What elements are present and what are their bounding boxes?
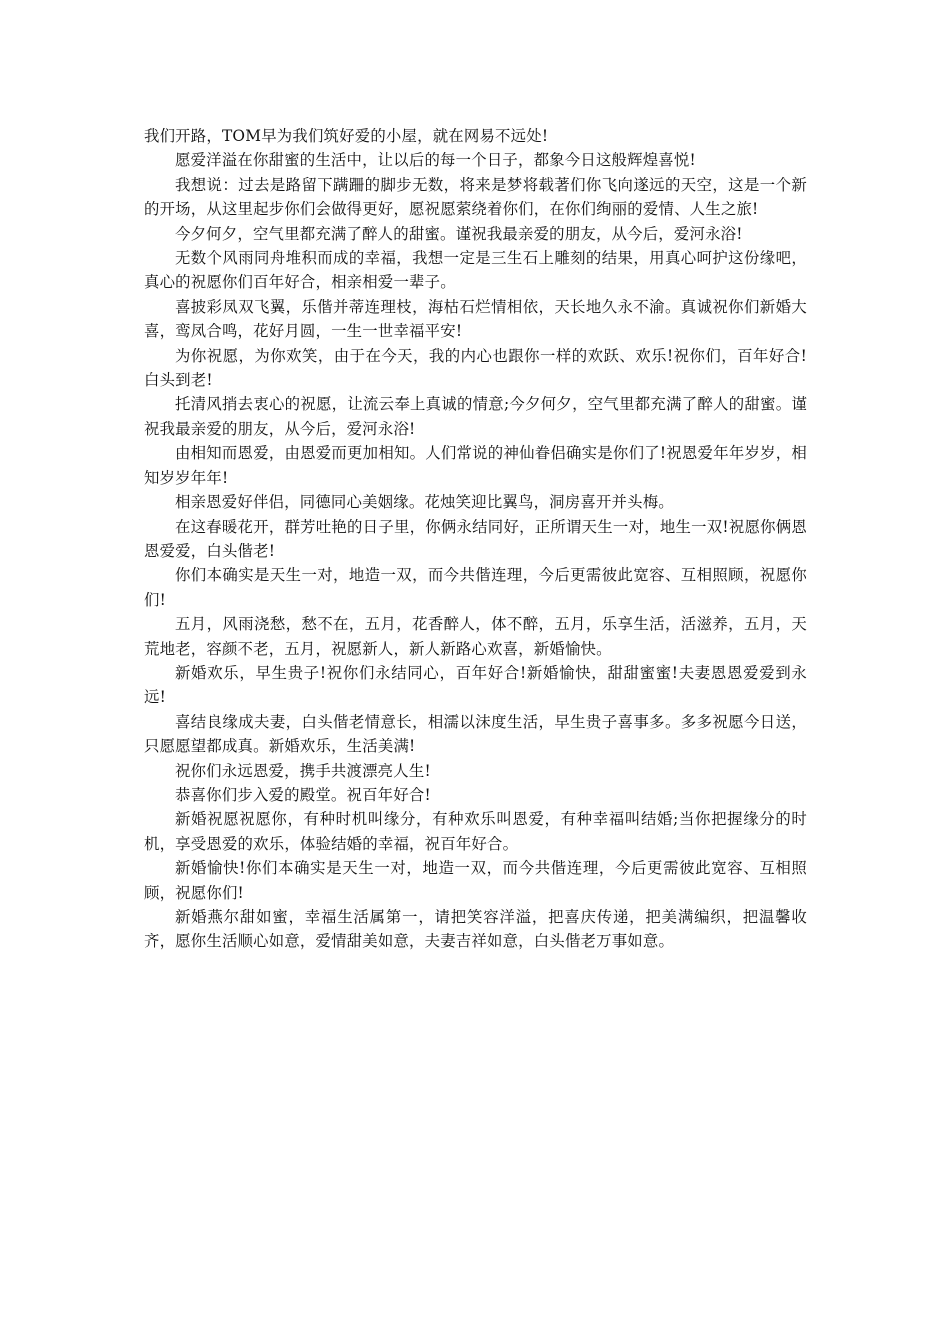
document-body: [144, 124, 807, 954]
paragraph-6: 喜披彩凤双飞翼，乐偕并蒂连理枝，海枯石烂情相依，天长地久永不渝。真诚祝你们新婚大喜，鸾凤合鸣，花好月圆，一生一世幸福平安!: [144, 297, 807, 341]
paragraph-4: 今夕何夕，空气里都充满了醉人的甜蜜。谨祝我最亲爱的朋友，从今后，爱河永浴!: [175, 224, 743, 243]
paragraph-19: 新婚愉快!你们本确实是天生一对，地造一双，而今共偕连理，今后更需彼此宽容、互相照顾，祝愿你们!: [144, 859, 807, 902]
paragraph-10: 相亲恩爱好伴侣，同德同心美姻缘。花烛笑迎比翼鸟，洞房喜开并头梅。: [175, 493, 674, 512]
paragraph-13: 五月，风雨浇愁，愁不在，五月，花香醉人，体不醉，五月，乐享生活，活滋养，五月，天荒地老，容颜不老，五月，祝愿新人，新人新路心欢喜，新婚愉快。: [144, 615, 807, 658]
paragraph-17: 恭喜你们步入爱的殿堂。祝百年好合!: [175, 785, 431, 804]
paragraph-9: 由相知而恩爱，由恩爱而更加相知。人们常说的神仙眷侣确实是你们了!祝恩爱年年岁岁，相知岁岁年年!: [144, 444, 807, 487]
paragraph-14: 新婚欢乐，早生贵子!祝你们永结同心，百年好合!新婚愉快，甜甜蜜蜜!夫妻恩恩爱爱到永远!: [144, 663, 807, 707]
paragraph-8: 托清风捎去衷心的祝愿，让流云奉上真诚的情意;今夕何夕，空气里都充满了醉人的甜蜜。谨祝我最亲爱的朋友，从今后，爱河永浴!: [144, 395, 807, 438]
paragraph-18: 新婚祝愿祝愿你，有种时机叫缘分，有种欢乐叫恩爱，有种幸福叫结婚;当你把握缘分的时机，享受恩爱的欢乐，体验结婚的幸福，祝百年好合。: [144, 810, 807, 853]
paragraph-20: 新婚燕尔甜如蜜，幸福生活属第一，请把笑容洋溢，把喜庆传递，把美满编织，把温馨收齐，愿你生活顺心如意，爱情甜美如意，夫妻吉祥如意，白头偕老万事如意。: [144, 908, 807, 951]
paragraph-2: 愿爱洋溢在你甜蜜的生活中，让以后的每一个日子，都象今日这般辉煌喜悦!: [175, 151, 696, 170]
paragraph-16: 祝你们永远恩爱，携手共渡漂亮人生!: [175, 761, 431, 780]
paragraph-12: 你们本确实是天生一对，地造一双，而今共偕连理，今后更需彼此宽容、互相照顾，祝愿你们!: [144, 566, 807, 609]
paragraph-3: 我想说：过去是路留下蹒跚的脚步无数，将来是梦将载著们你飞向遂远的天空，这是一个新的开场，从这里起步你们会做得更好，愿祝愿萦绕着你们，在你们绚丽的爱情、人生之旅!: [144, 175, 807, 219]
paragraph-7: 为你祝愿，为你欢笑，由于在今天，我的内心也跟你一样的欢跃、欢乐!祝你们，百年好合!白头到老!: [144, 346, 807, 390]
paragraph-1: 我们开路，TOM早为我们筑好爱的小屋，就在网易不远处!: [144, 127, 549, 145]
paragraph-5: 无数个风雨同舟堆积而成的幸福，我想一定是三生石上雕刻的结果，用真心呵护这份缘吧，真心的祝愿你们百年好合，相亲相爱一辈子。: [144, 249, 807, 292]
paragraph-15: 喜结良缘成夫妻，白头偕老情意长，相濡以沫度生活，早生贵子喜事多。多多祝愿今日送，只愿愿望都成真。新婚欢乐，生活美满!: [144, 712, 807, 756]
paragraph-11: 在这春暖花开，群芳吐艳的日子里，你俩永结同好，正所谓天生一对，地生一双!祝愿你俩恩恩爱爱，白头偕老!: [144, 517, 807, 560]
